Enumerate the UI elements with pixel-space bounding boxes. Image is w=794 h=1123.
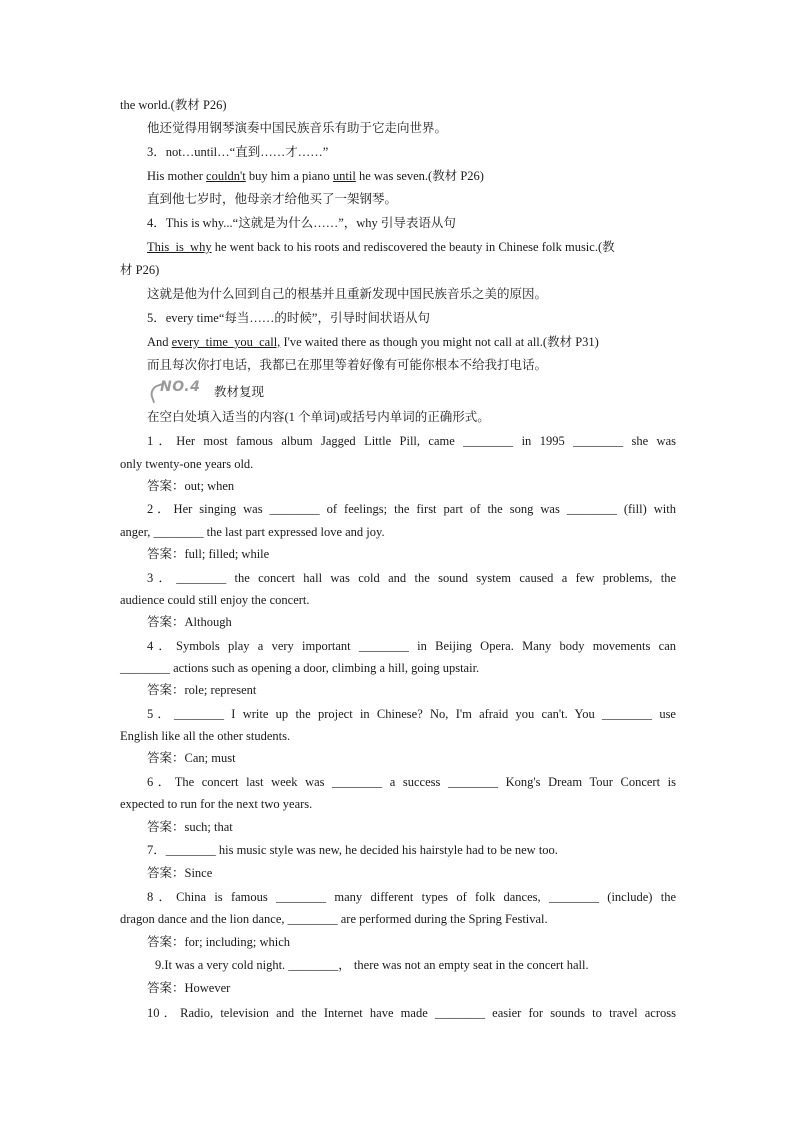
example-sentence xyxy=(147,334,676,350)
text-span: buy him a piano xyxy=(245,169,333,183)
underlined-phrase: every_time_you_call, xyxy=(171,335,281,349)
text-span: he was seven.(教材 P26) xyxy=(355,169,484,183)
text-line: 他还觉得用钢琴演奏中国民族音乐有助于它走向世界。 xyxy=(147,121,448,135)
question-text: 9.It was a very cold night. ________， there was not an empty seat in the concert hall. xyxy=(155,958,589,972)
question-text: 5．________ I write up the project in Chinese? No, I'm afraid you can't. You ________ use xyxy=(147,707,676,721)
question-text: only twenty-one years old. xyxy=(120,457,254,471)
question-text: 6．The concert last week was ________ a success ________ Kong's Dream Tour Concert is xyxy=(147,775,676,789)
text-line: 4．This is why...“这就是为什么……”，why 引导表语从句 xyxy=(147,216,456,230)
answer-text: 答案：for; including; which xyxy=(147,935,291,949)
example-sentence xyxy=(147,239,676,255)
question-text: 2．Her singing was ________ of feelings; the first part of the song was ________ (fill) with xyxy=(147,502,676,516)
question-text: 7．________ his music style was new, he decided his hairstyle had to be new too. xyxy=(147,843,558,857)
answer-text: 答案：role; represent xyxy=(147,683,257,697)
underlined-phrase: couldn't xyxy=(206,169,246,183)
answer-text: 答案：out; when xyxy=(147,479,235,493)
text-span: And xyxy=(147,335,172,349)
question-text: English like all the other students. xyxy=(120,729,291,743)
text-line: 而且每次你打电话，我都已在那里等着好像有可能你根本不给我打电话。 xyxy=(147,358,548,372)
answer-text: 答案：Since xyxy=(147,866,213,880)
question-text: 4．Symbols play a very important ________ in Beijing Opera. Many body movements can xyxy=(147,639,676,653)
text-line: 3．not…until…“直到……才……” xyxy=(147,145,329,159)
text-line: the world.(教材 P26) xyxy=(120,98,227,112)
question-text: ________ actions such as opening a door, climbing a hill, going upstair. xyxy=(120,661,480,675)
section-header xyxy=(152,379,352,399)
answer-text: 答案：Can; must xyxy=(147,751,236,765)
section-title: 教材复现 xyxy=(214,385,265,399)
section-badge: NO.4 xyxy=(160,379,201,395)
question-text: 8．China is famous ________ many different types of folk dances, ________ (include) the xyxy=(147,890,676,904)
answer-text: 答案：However xyxy=(147,981,231,995)
question-text: anger, ________ the last part expressed love and joy. xyxy=(120,525,385,539)
text-span: His mother xyxy=(147,169,207,183)
instructions: 在空白处填入适当的内容(1 个单词)或括号内单词的正确形式。 xyxy=(147,410,490,424)
question-text: audience could still enjoy the concert. xyxy=(120,593,310,607)
text-line: 材 P26) xyxy=(120,263,160,277)
example-sentence xyxy=(147,168,676,184)
answer-text: 答案：full; filled; while xyxy=(147,547,270,561)
text-span: he went back to his roots and rediscovered the beauty in Chinese folk music.(教 xyxy=(211,240,615,254)
answer-text: 答案：Although xyxy=(147,615,232,629)
underlined-phrase: This_is_why xyxy=(147,240,212,254)
question-text: 3．________ the concert hall was cold and the sound system caused a few problems, the xyxy=(147,571,676,585)
question-text: expected to run for the next two years. xyxy=(120,797,313,811)
text-line: 5．every time“每当……的时候”，引导时间状语从句 xyxy=(147,311,430,325)
question-text: dragon dance and the lion dance, ________ are performed during the Spring Festival. xyxy=(120,912,548,926)
text-span: I've waited there as though you might not call at all.(教材 P31) xyxy=(280,335,599,349)
text-line: 直到他七岁时，他母亲才给他买了一架钢琴。 xyxy=(147,192,398,206)
question-text: 1．Her most famous album Jagged Little Pill, came ________ in 1995 ________ she was xyxy=(147,434,676,448)
answer-text: 答案：such; that xyxy=(147,820,233,834)
question-text: 10．Radio, television and the Internet have made ________ easier for sounds to travel across xyxy=(147,1006,676,1020)
text-line: 这就是他为什么回到自己的根基并且重新发现中国民族音乐之美的原因。 xyxy=(147,287,548,301)
underlined-phrase: until xyxy=(332,169,356,183)
